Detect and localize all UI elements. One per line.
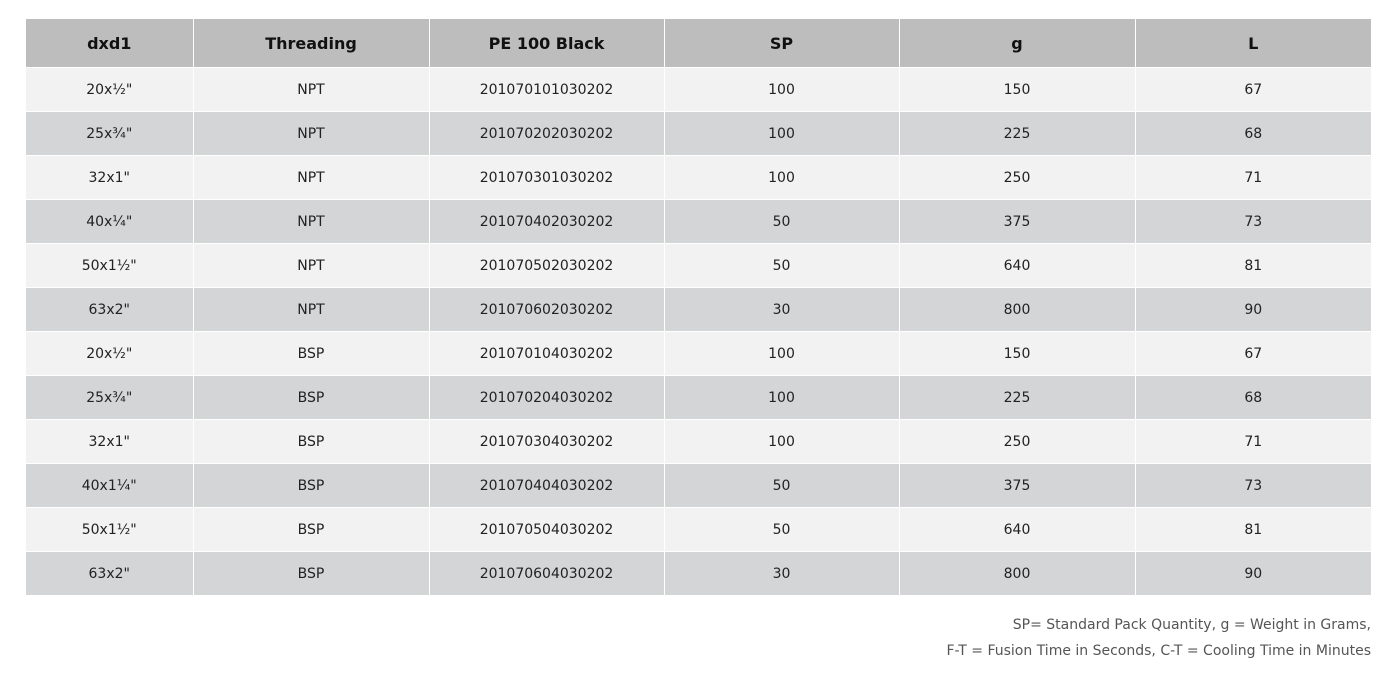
table-row bbox=[26, 244, 1371, 288]
cell-pe100-black: 201070304030202 bbox=[429, 420, 664, 464]
cell-sp: 100 bbox=[664, 332, 899, 376]
cell-sp: 50 bbox=[664, 244, 899, 288]
cell-sp: 30 bbox=[664, 552, 899, 596]
cell-l: 68 bbox=[1135, 376, 1371, 420]
header-pe100-black: PE 100 Black bbox=[429, 19, 664, 68]
cell-sp: 50 bbox=[664, 508, 899, 552]
cell-g: 250 bbox=[899, 156, 1135, 200]
cell-dxd1: 40x¼" bbox=[26, 200, 193, 244]
footnote-line-1: SP= Standard Pack Quantity, g = Weight in Grams, bbox=[1012, 617, 1371, 633]
table-row bbox=[26, 420, 1371, 464]
table-row bbox=[26, 332, 1371, 376]
cell-l: 67 bbox=[1135, 332, 1371, 376]
table-row bbox=[26, 200, 1371, 244]
cell-pe100-black: 201070404030202 bbox=[429, 464, 664, 508]
cell-threading: BSP bbox=[193, 420, 429, 464]
cell-sp: 100 bbox=[664, 420, 899, 464]
cell-threading: BSP bbox=[193, 376, 429, 420]
cell-dxd1: 25x¾" bbox=[26, 112, 193, 156]
cell-pe100-black: 201070504030202 bbox=[429, 508, 664, 552]
header-dxd1: dxd1 bbox=[26, 19, 193, 68]
cell-threading: BSP bbox=[193, 552, 429, 596]
cell-g: 225 bbox=[899, 376, 1135, 420]
product-table-container bbox=[26, 19, 1371, 595]
cell-g: 640 bbox=[899, 508, 1135, 552]
cell-l: 68 bbox=[1135, 112, 1371, 156]
cell-g: 375 bbox=[899, 200, 1135, 244]
cell-threading: NPT bbox=[193, 200, 429, 244]
cell-pe100-black: 201070502030202 bbox=[429, 244, 664, 288]
cell-threading: NPT bbox=[193, 244, 429, 288]
cell-threading: NPT bbox=[193, 112, 429, 156]
cell-dxd1: 20x½" bbox=[26, 68, 193, 112]
cell-dxd1: 40x1¼" bbox=[26, 464, 193, 508]
cell-l: 71 bbox=[1135, 156, 1371, 200]
cell-dxd1: 63x2" bbox=[26, 552, 193, 596]
product-table bbox=[26, 19, 1371, 595]
cell-l: 81 bbox=[1135, 508, 1371, 552]
table-row bbox=[26, 68, 1371, 112]
cell-dxd1: 63x2" bbox=[26, 288, 193, 332]
cell-pe100-black: 201070204030202 bbox=[429, 376, 664, 420]
cell-sp: 50 bbox=[664, 464, 899, 508]
cell-g: 150 bbox=[899, 332, 1135, 376]
table-row bbox=[26, 508, 1371, 552]
cell-l: 90 bbox=[1135, 552, 1371, 596]
cell-pe100-black: 201070101030202 bbox=[429, 68, 664, 112]
cell-dxd1: 25x¾" bbox=[26, 376, 193, 420]
cell-dxd1: 32x1" bbox=[26, 156, 193, 200]
cell-sp: 100 bbox=[664, 112, 899, 156]
cell-g: 225 bbox=[899, 112, 1135, 156]
header-g: g bbox=[899, 19, 1135, 68]
cell-l: 71 bbox=[1135, 420, 1371, 464]
cell-sp: 100 bbox=[664, 68, 899, 112]
cell-g: 150 bbox=[899, 68, 1135, 112]
cell-threading: NPT bbox=[193, 288, 429, 332]
cell-dxd1: 20x½" bbox=[26, 332, 193, 376]
cell-g: 250 bbox=[899, 420, 1135, 464]
cell-l: 67 bbox=[1135, 68, 1371, 112]
footnote-line-2: F-T = Fusion Time in Seconds, C-T = Cooling Time in Minutes bbox=[946, 643, 1371, 659]
cell-threading: NPT bbox=[193, 68, 429, 112]
cell-sp: 50 bbox=[664, 200, 899, 244]
cell-l: 81 bbox=[1135, 244, 1371, 288]
cell-pe100-black: 201070604030202 bbox=[429, 552, 664, 596]
cell-pe100-black: 201070402030202 bbox=[429, 200, 664, 244]
cell-g: 800 bbox=[899, 552, 1135, 596]
cell-g: 800 bbox=[899, 288, 1135, 332]
cell-pe100-black: 201070104030202 bbox=[429, 332, 664, 376]
cell-pe100-black: 201070301030202 bbox=[429, 156, 664, 200]
cell-sp: 30 bbox=[664, 288, 899, 332]
table-body bbox=[26, 68, 1371, 596]
cell-g: 375 bbox=[899, 464, 1135, 508]
table-row bbox=[26, 376, 1371, 420]
cell-threading: BSP bbox=[193, 464, 429, 508]
table-row bbox=[26, 112, 1371, 156]
table-row bbox=[26, 288, 1371, 332]
cell-dxd1: 32x1" bbox=[26, 420, 193, 464]
footnote bbox=[946, 612, 1371, 664]
cell-l: 73 bbox=[1135, 464, 1371, 508]
table-row bbox=[26, 464, 1371, 508]
cell-sp: 100 bbox=[664, 156, 899, 200]
header-row bbox=[26, 19, 1371, 68]
cell-dxd1: 50x1½" bbox=[26, 508, 193, 552]
cell-threading: BSP bbox=[193, 332, 429, 376]
cell-pe100-black: 201070202030202 bbox=[429, 112, 664, 156]
cell-sp: 100 bbox=[664, 376, 899, 420]
table-header bbox=[26, 19, 1371, 68]
table-row bbox=[26, 156, 1371, 200]
cell-l: 73 bbox=[1135, 200, 1371, 244]
header-l: L bbox=[1135, 19, 1371, 68]
cell-pe100-black: 201070602030202 bbox=[429, 288, 664, 332]
table-row bbox=[26, 552, 1371, 596]
header-threading: Threading bbox=[193, 19, 429, 68]
cell-threading: BSP bbox=[193, 508, 429, 552]
cell-l: 90 bbox=[1135, 288, 1371, 332]
cell-threading: NPT bbox=[193, 156, 429, 200]
header-sp: SP bbox=[664, 19, 899, 68]
cell-g: 640 bbox=[899, 244, 1135, 288]
cell-dxd1: 50x1½" bbox=[26, 244, 193, 288]
